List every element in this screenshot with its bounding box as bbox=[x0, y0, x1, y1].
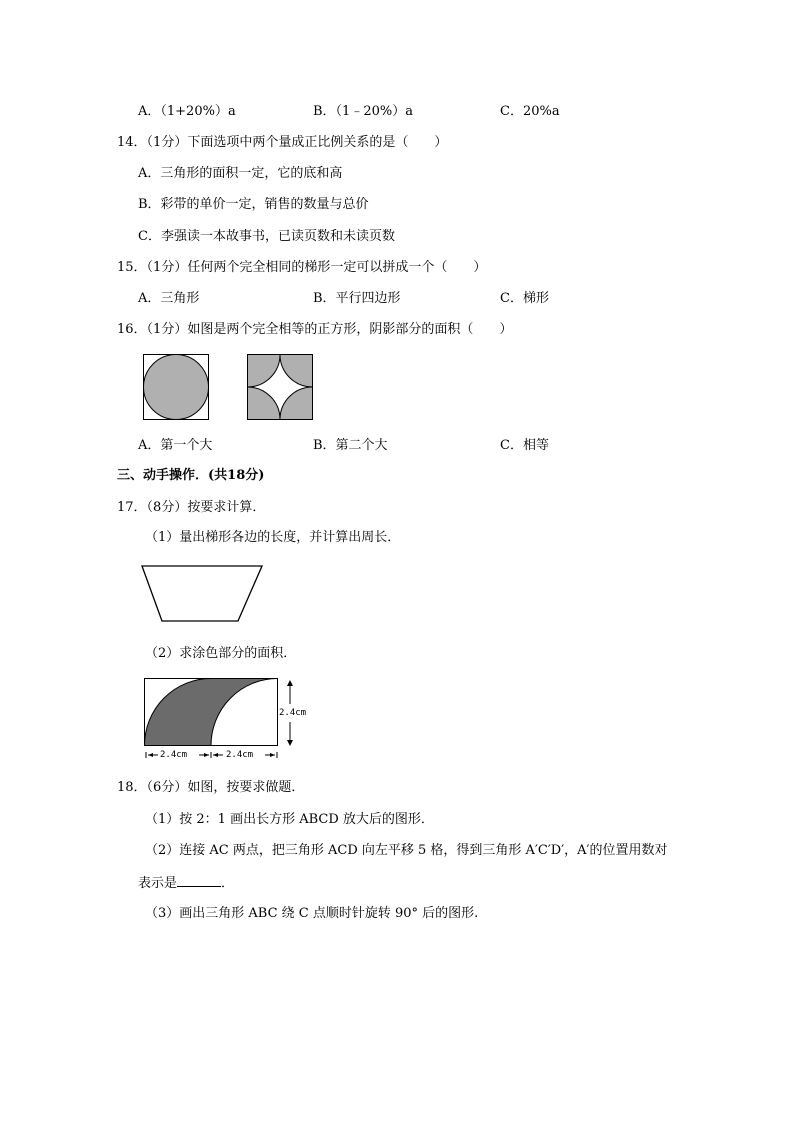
q18-answer-blank[interactable] bbox=[177, 874, 221, 887]
q13-option-b: B．（1﹣20%）a bbox=[313, 104, 413, 119]
q17-dim-right-label: 2.4cm bbox=[226, 750, 254, 760]
q16-figure-quarter-circles bbox=[247, 354, 313, 420]
q13-option-a: A．（1+20%）a bbox=[138, 104, 236, 119]
q14-option-b: B．彩带的单价一定，销售的数量与总价 bbox=[138, 197, 369, 212]
q16-option-c: C．相等 bbox=[500, 438, 549, 453]
q17-trapezoid-figure bbox=[140, 564, 265, 624]
q16-option-a: A．第一个大 bbox=[138, 438, 213, 453]
q15-option-c: C．梯形 bbox=[500, 291, 549, 306]
q16-option-b: B．第二个大 bbox=[313, 438, 388, 453]
q16-shaded-circle bbox=[144, 355, 209, 420]
q16-stem: 16．（1分）如图是两个完全相等的正方形，阴影部分的面积（ ） bbox=[117, 322, 513, 337]
q16-figure-circle-in-square bbox=[143, 354, 209, 420]
q15-option-a: A．三角形 bbox=[138, 291, 200, 306]
q15-stem: 15．（1分）任何两个完全相同的梯形一定可以拼成一个（ ） bbox=[117, 260, 487, 275]
q18-part2: （2）连接 AC 两点，把三角形 ACD 向左平移 5 格，得到三角形 A′C′D′，A′的位置用数对 bbox=[145, 843, 668, 858]
q14-stem: 14．（1分）下面选项中两个量成正比例关系的是（ ） bbox=[117, 135, 448, 150]
q18-part1: （1）按 2：1 画出长方形 ABCD 放大后的图形． bbox=[145, 812, 434, 827]
q17-stem: 17．（8分）按要求计算． bbox=[117, 500, 266, 515]
q14-option-c: C．李强读一本故事书，已读页数和未读页数 bbox=[138, 229, 395, 244]
q17-dim-left-label: 2.4cm bbox=[160, 750, 188, 760]
section3-heading: 三、动手操作．(共18分) bbox=[117, 468, 265, 483]
q18-part2-continued bbox=[138, 874, 234, 892]
q18-part3: （3）画出三角形 ABC 绕 C 点顺时针旋转 90° 后的图形. bbox=[145, 906, 479, 921]
q17-part2: （2）求涂色部分的面积． bbox=[145, 646, 297, 661]
q15-option-b: B．平行四边形 bbox=[313, 291, 401, 306]
q14-option-a: A．三角形的面积一定，它的底和高 bbox=[138, 166, 343, 181]
q13-option-c: C．20%a bbox=[500, 104, 560, 119]
q18-part2-end: ． bbox=[221, 876, 235, 891]
q17-dim-height-label: 2.4cm bbox=[279, 708, 307, 718]
q18-part2-cont-text: 表示是 bbox=[138, 876, 178, 891]
q18-stem: 18．（6分）如图，按要求做题． bbox=[117, 780, 305, 795]
q17-part1: （1）量出梯形各边的长度，并计算出周长． bbox=[145, 530, 401, 545]
